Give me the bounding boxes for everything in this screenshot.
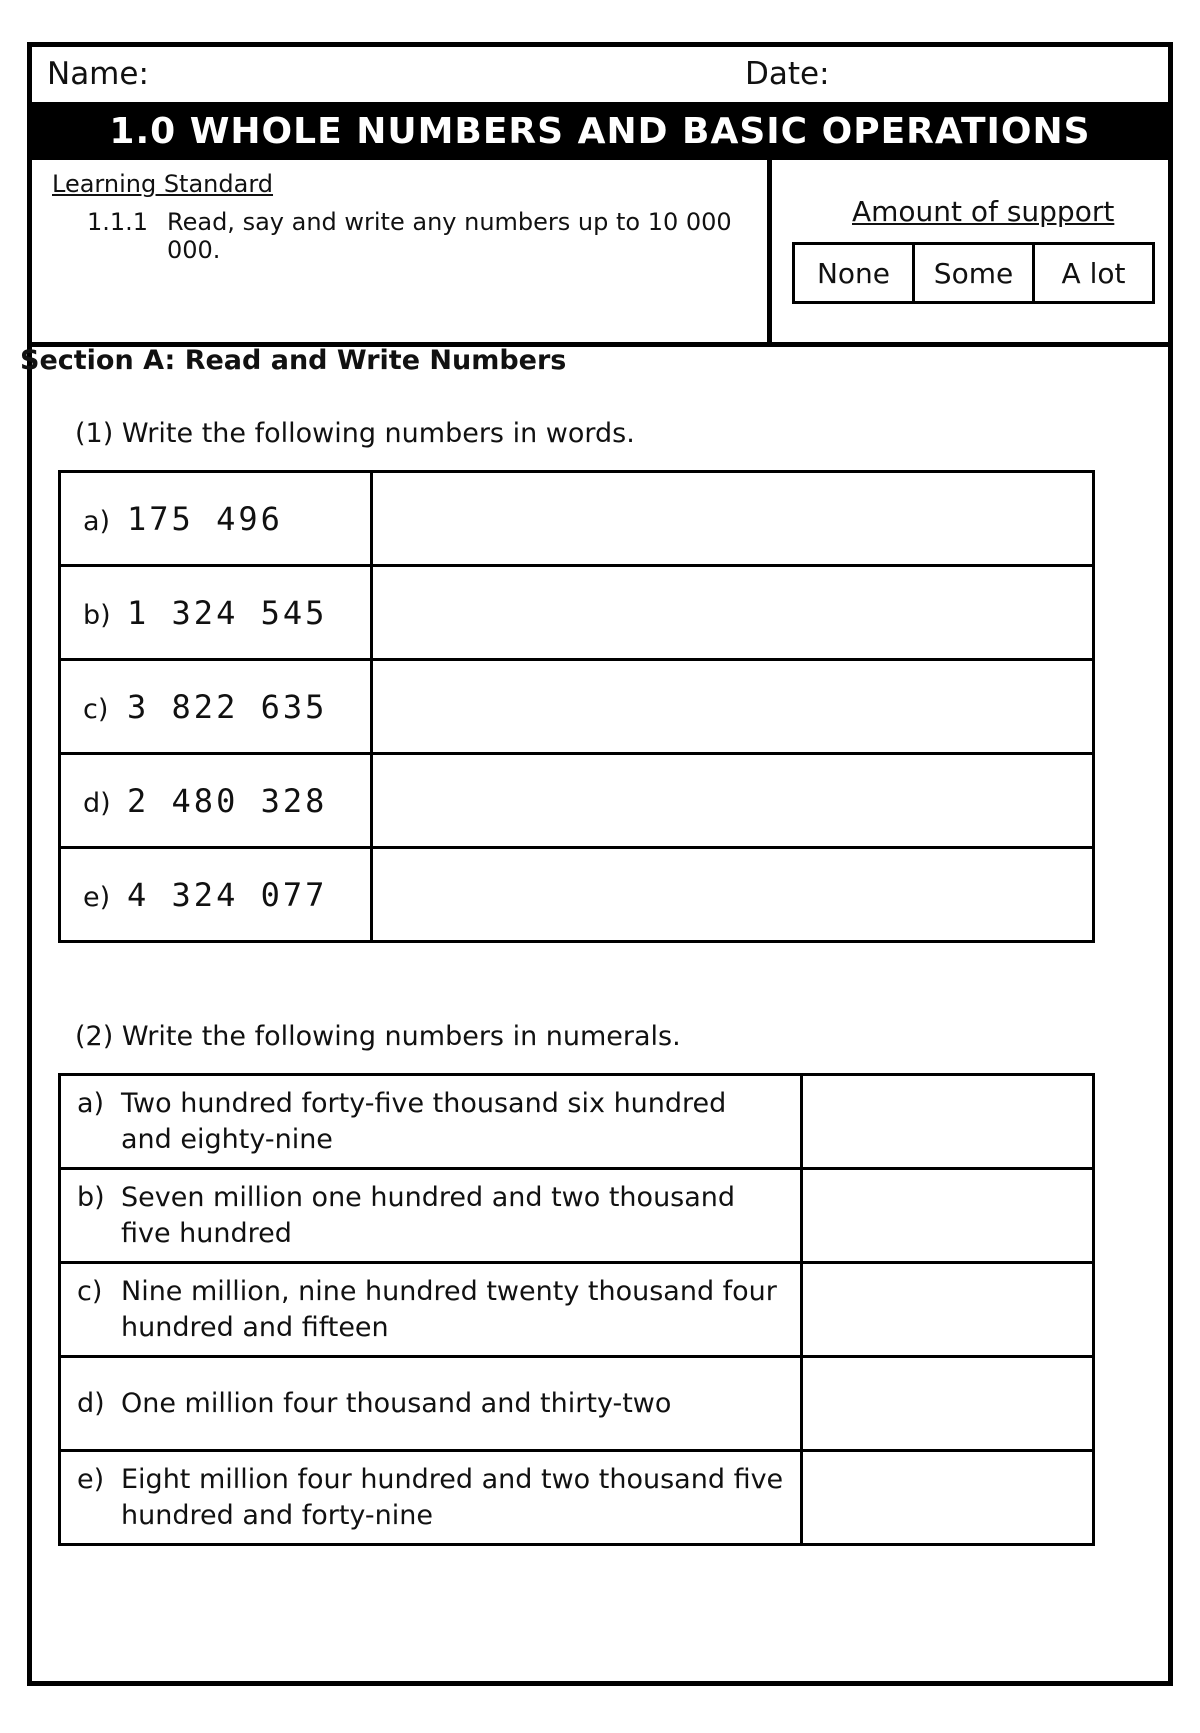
number-cell bbox=[60, 848, 372, 942]
words-text: Two hundred forty-five thousand six hundred and eighty-nine bbox=[121, 1087, 727, 1155]
date-label: Date: bbox=[745, 56, 830, 92]
question-2-prompt: (2) Write the following numbers in numerals. bbox=[75, 1021, 681, 1052]
words-text: Eight million four hundred and two thousand five hundred and forty-nine bbox=[121, 1463, 784, 1531]
support-option-none[interactable]: None bbox=[795, 245, 915, 301]
item-letter: d) bbox=[83, 787, 111, 819]
number-cell bbox=[60, 660, 372, 754]
learning-standard-row bbox=[32, 160, 1168, 347]
answer-field[interactable] bbox=[372, 754, 1094, 848]
item-letter: b) bbox=[83, 599, 111, 631]
table-row bbox=[60, 1263, 1094, 1357]
table-row bbox=[60, 1357, 1094, 1451]
item-letter: b) bbox=[77, 1181, 105, 1213]
support-option-some[interactable]: Some bbox=[915, 245, 1035, 301]
number-cell bbox=[60, 754, 372, 848]
item-letter: c) bbox=[83, 693, 109, 725]
number-value: 3 822 635 bbox=[127, 687, 328, 726]
table-row bbox=[60, 754, 1094, 848]
number-value: 2 480 328 bbox=[127, 781, 328, 820]
answer-field[interactable] bbox=[802, 1357, 1094, 1451]
learning-standard-heading: Learning Standard bbox=[52, 170, 274, 198]
item-letter: d) bbox=[77, 1387, 105, 1419]
item-letter: c) bbox=[77, 1275, 103, 1307]
answer-field[interactable] bbox=[802, 1263, 1094, 1357]
words-cell bbox=[60, 1075, 802, 1169]
words-text: One million four thousand and thirty-two bbox=[121, 1387, 672, 1419]
answer-field[interactable] bbox=[802, 1169, 1094, 1263]
page-title: 1.0 WHOLE NUMBERS AND BASIC OPERATIONS bbox=[32, 102, 1168, 160]
answer-field[interactable] bbox=[372, 566, 1094, 660]
answer-field[interactable] bbox=[802, 1451, 1094, 1545]
number-value: 1 324 545 bbox=[127, 593, 328, 632]
table-row bbox=[60, 1075, 1094, 1169]
answer-field[interactable] bbox=[802, 1075, 1094, 1169]
question-1-prompt: (1) Write the following numbers in words. bbox=[75, 418, 635, 449]
number-cell bbox=[60, 472, 372, 566]
question-2-table bbox=[58, 1073, 1095, 1546]
question-1-table bbox=[58, 470, 1095, 943]
table-row bbox=[60, 848, 1094, 942]
answer-field[interactable] bbox=[372, 660, 1094, 754]
item-letter: a) bbox=[77, 1087, 105, 1119]
answer-field[interactable] bbox=[372, 472, 1094, 566]
words-cell bbox=[60, 1451, 802, 1545]
standard-code: 1.1.1 bbox=[87, 208, 149, 236]
number-value: 4 324 077 bbox=[127, 875, 328, 914]
item-letter: e) bbox=[83, 881, 111, 913]
table-row bbox=[60, 660, 1094, 754]
section-title: Section A: Read and Write Numbers bbox=[20, 345, 567, 376]
words-cell bbox=[60, 1169, 802, 1263]
number-value: 175 496 bbox=[127, 499, 283, 538]
name-label: Name: bbox=[47, 56, 149, 92]
learning-standard-panel bbox=[32, 160, 772, 342]
support-title: Amount of support bbox=[852, 195, 1115, 228]
name-date-bar bbox=[32, 47, 1168, 102]
table-row bbox=[60, 472, 1094, 566]
table-row bbox=[60, 566, 1094, 660]
support-option-a-lot[interactable]: A lot bbox=[1061, 256, 1126, 290]
item-letter: e) bbox=[77, 1463, 105, 1495]
item-letter: a) bbox=[83, 505, 111, 537]
table-row bbox=[60, 1169, 1094, 1263]
words-cell bbox=[60, 1357, 802, 1451]
support-options bbox=[792, 242, 1155, 304]
words-text: Seven million one hundred and two thousand five hundred bbox=[121, 1181, 736, 1249]
answer-field[interactable] bbox=[372, 848, 1094, 942]
table-row bbox=[60, 1451, 1094, 1545]
number-cell bbox=[60, 566, 372, 660]
words-cell bbox=[60, 1263, 802, 1357]
words-text: Nine million, nine hundred twenty thousand four hundred and fifteen bbox=[121, 1275, 777, 1343]
standard-text: Read, say and write any numbers up to 10 000 000. bbox=[167, 208, 732, 264]
